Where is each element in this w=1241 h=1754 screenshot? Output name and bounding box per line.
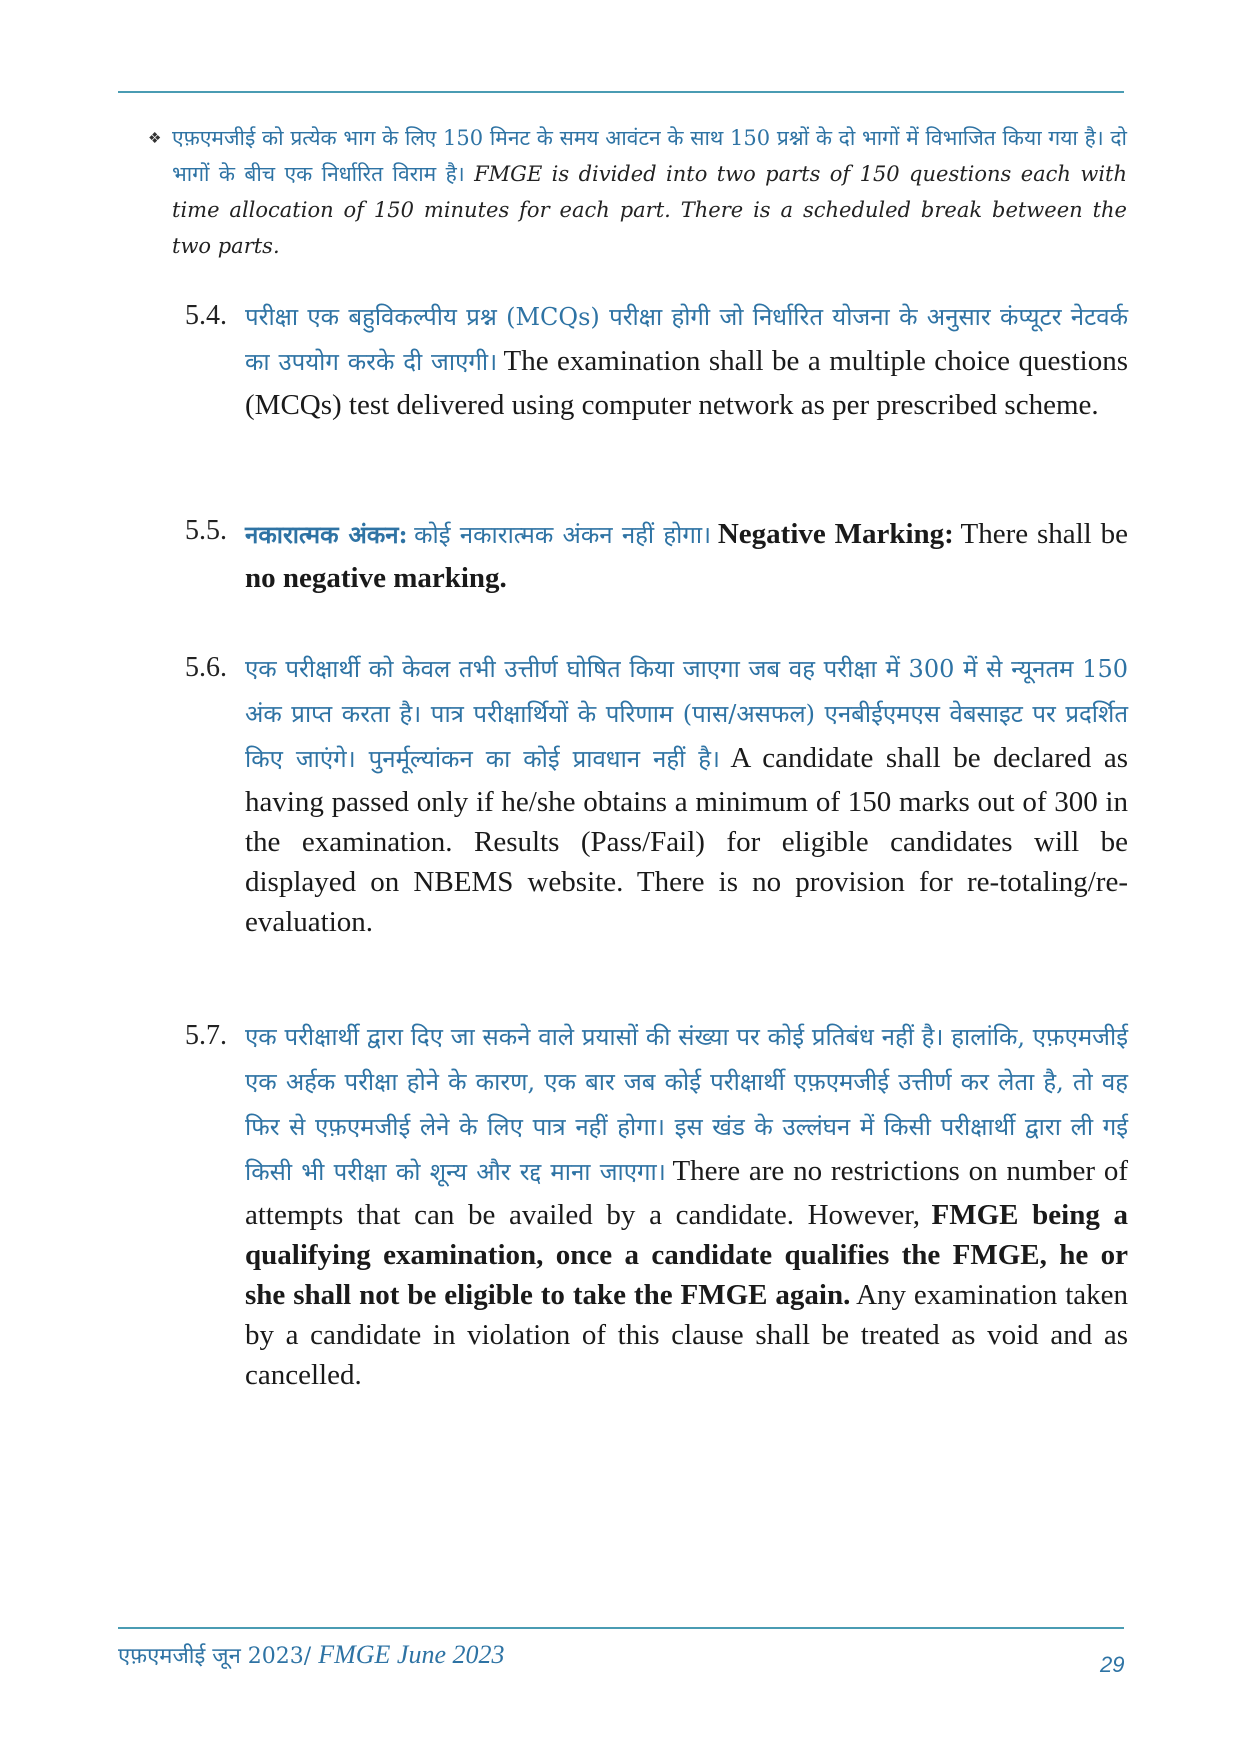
hindi-text: एक परीक्षार्थी को केवल तभी उत्तीर्ण घोषित किया जाएगा जब वह परीक्षा में 300 में से न्यूनतम 150 अंक प्राप्त करता है। पात्र परीक्षार्थियों के परिणाम (पास/असफल) एनबीईएमएस वेबसाइट पर प्रदर्शित किए जाएंगे। पुनर्मूल्यांकन का कोई प्रावधान नहीं है।	[245, 655, 1128, 773]
english-text: The examination shall be a multiple choice questions (MCQs) test delivered using computer network as per prescribed scheme.	[245, 345, 1128, 421]
bullet-english-text: FMGE is divided into two parts of 150 questions each with time allocation of 150 minutes for each part. There is a scheduled break between the two parts.	[172, 162, 1128, 258]
section-number: 5.7.	[185, 1020, 227, 1051]
diamond-bullet-icon: ❖	[148, 129, 162, 147]
footer-hindi: एफ़एमजीई जून 2023/	[118, 1644, 312, 1669]
hindi-heading: नकारात्मक अंकन:	[245, 520, 408, 549]
hindi-text: परीक्षा एक बहुविकल्पीय प्रश्न (MCQs) परीक्षा होगी जो निर्धारित योजना के अनुसार कंप्यूटर नेटवर्क का उपयोग करके दी जाएगी।	[245, 303, 1128, 376]
english-emphasis: FMGE being a qualifying examination, once a candidate qualifies the FMGE, he or she shall not be eligible to take the FMGE again.	[245, 1199, 1128, 1311]
footer-english: FMGE June 2023	[318, 1640, 505, 1669]
footer-rule	[118, 1627, 1124, 1629]
english-emphasis: no negative marking.	[245, 562, 507, 594]
english-text: There are no restrictions on number of attempts that can be availed by a candidate. However,	[245, 1155, 1128, 1231]
hindi-text: एक परीक्षार्थी द्वारा दिए जा सकने वाले प्रयासों की संख्या पर कोई प्रतिबंध नहीं है। हालांकि, एफ़एमजीई एक अर्हक परीक्षा होने के कारण, एक बार जब कोई परीक्षार्थी एफ़एमजीई उत्तीर्ण कर लेता है, तो वह फिर से एफ़एमजीई लेने के लिए पात्र नहीं होगा। इस खंड के उल्लंघन में किसी परीक्षार्थी द्वारा ली गई किसी भी परीक्षा को शून्य और रद्द माना जाएगा।	[245, 1023, 1128, 1186]
section-text	[245, 1015, 1128, 1395]
section-number: 5.6.	[185, 652, 227, 683]
page-number: 29	[1100, 1652, 1125, 1677]
hindi-text: कोई नकारात्मक अंकन नहीं होगा।	[414, 521, 712, 549]
bullet-paragraph	[148, 120, 1128, 264]
bullet-hindi-text: एफ़एमजीई को प्रत्येक भाग के लिए 150 मिनट के समय आवंटन के साथ 150 प्रश्नों के दो भागों में विभाजित किया गया है। दो भागों के बीच एक निर्धारित विराम है।	[172, 126, 1127, 186]
section-text	[245, 512, 1128, 598]
english-text: There shall be	[960, 518, 1128, 550]
footer-title	[118, 1640, 504, 1670]
section-text	[245, 295, 1128, 425]
section-number: 5.5.	[185, 515, 227, 546]
english-text: A candidate shall be declared as having passed only if he/she obtains a minimum of 150 marks out of 300 in the examination. Results (Pass/Fail) for eligible candidates will be displayed on NBEMS website. There is no provision for re-totaling/re-evaluation.	[245, 742, 1128, 938]
header-rule	[118, 91, 1124, 93]
section-text	[245, 647, 1128, 942]
section-number: 5.4.	[185, 300, 227, 331]
english-heading: Negative Marking:	[717, 518, 954, 550]
english-text-end: Any examination taken by a candidate in violation of this clause shall be treated as void and as cancelled.	[245, 1279, 1128, 1391]
